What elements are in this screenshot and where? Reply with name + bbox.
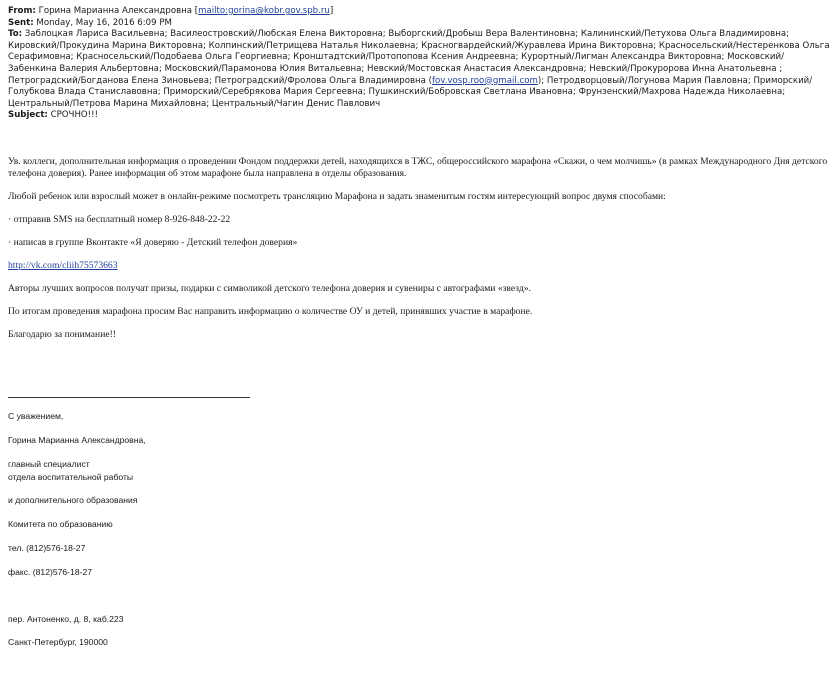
email-header [8,6,830,122]
signature-fax: факс. (812)576-18-27 [8,567,93,577]
body-paragraph-ways: Любой ребенок или взрослый может в онлайн-режиме посмотреть трансляцию Марафона и задать знаменитым гостям интересующий вопрос двумя способами: [8,191,666,202]
to-label: To: [8,29,23,40]
body-paragraph-prizes: Авторы лучших вопросов получат призы, подарки с символикой детского телефона доверия и сувениры с автографами «звезд». [8,283,531,294]
signature-title-line2: отдела воспитательной работы [8,472,134,482]
signature-organization: Комитета по образованию [8,519,113,529]
to-line [8,29,830,110]
body-item-sms: · отправив SMS на бесплатный номер 8-926-848-22-22 [8,214,231,225]
sent-label: Sent: [8,17,34,28]
body-paragraph-request: По итогам проведения марафона просим Вас направить информацию о количестве ОУ и детей, принявших участие в марафоне. [8,306,533,317]
signature-regards: С уважением, [8,411,64,421]
email-body [8,156,830,341]
recipients-part2: ); Петродворцовый/Логунова Мария Павловна; Приморский/Голубкова Влада Станиславовна; Приморский/Серебрякова Мария Сергеевна; Пушкинский/Бобровская Светлана Ивановна; Фрунзенский/Махрова Надежда Николаевна; Центральный/Петрова Марина Михайловна; Центральный/Чагин Денис Павлович [8,75,813,109]
recipient-email-link[interactable]: fov.vosp.roo@gmail.com [432,75,538,86]
sent-date: Monday, May 16, 2016 6:09 PM [36,17,172,28]
signature-phone: тел. (812)576-18-27 [8,543,86,553]
subject-line [8,110,830,122]
signature-address: пер. Антоненко, д. 8, каб.223 [8,614,124,624]
sender-name: Горина Марианна Александровна [38,6,193,16]
signature-name: Горина Марианна Александровна, [8,435,146,445]
vk-group-link[interactable]: http://vk.com/cliih75573663 [8,260,118,271]
signature-divider [8,397,250,398]
from-line: From: Горина Марианна Александровна [mailto:gorina@kobr.gov.spb.ru] [8,6,334,16]
body-item-vk: · написав в группе Вконтакте «Я доверяю - Детский телефон доверия» [8,237,298,248]
from-label: From: [8,6,36,16]
body-paragraph-intro: Ув. коллеги, дополнительная информация о проведении Фондом поддержки детей, находящихся в ТЖС, общероссийского марафона «Скажи, о чем молчишь» (в рамках Международного Дня детского телефона доверия). Ранее информация об этом марафоне была направлена в отделы образования. [8,156,828,179]
signature-title-line3: и дополнительного образования [8,495,138,505]
sender-mailto-link[interactable]: mailto:gorina@kobr.gov.spb.ru [198,6,330,16]
signature-city: Санкт-Петербург, 190000 [8,637,108,647]
sent-line [8,18,830,30]
subject-label: Subject: [8,110,48,121]
signature-title-line1: главный специалист [8,459,90,469]
body-paragraph-thanks: Благодарю за понимание!! [8,329,116,340]
subject-value: СРОЧНО!!! [50,110,99,121]
recipients-part1: Заблоцкая Лариса Васильевна; Василеостровский/Любская Елена Викторовна; Выборгский/Дробыш Вера Валентиновна; Калининский/Петухова Ольга Владимировна; Кировский/Прокудина Марина Викторовна; Колпинский/Петрищева Наталья Николаевна; Красногвардейский/Журавлева Ирина Викторовна; Красносельский/Нестеренкова Ольга Серафимовна; Красносельский/Подобаева Ольга Георгиевна; Кронштадтский/Протопопова Ксения Андреевна; Курортный/Лигман Александра Викторовна; Московский/Забенкина Валерия Альбертовна; Московский/Парамонова Юлия Витальевна; Невский/Мостовская Анастасия Александровна; Невский/Прокуророва Инна Анатольевна ; Петроградский/Богданова Елена Зиновьева; Петроградский/Фролова Ольга Владимировна ( [8,29,830,86]
